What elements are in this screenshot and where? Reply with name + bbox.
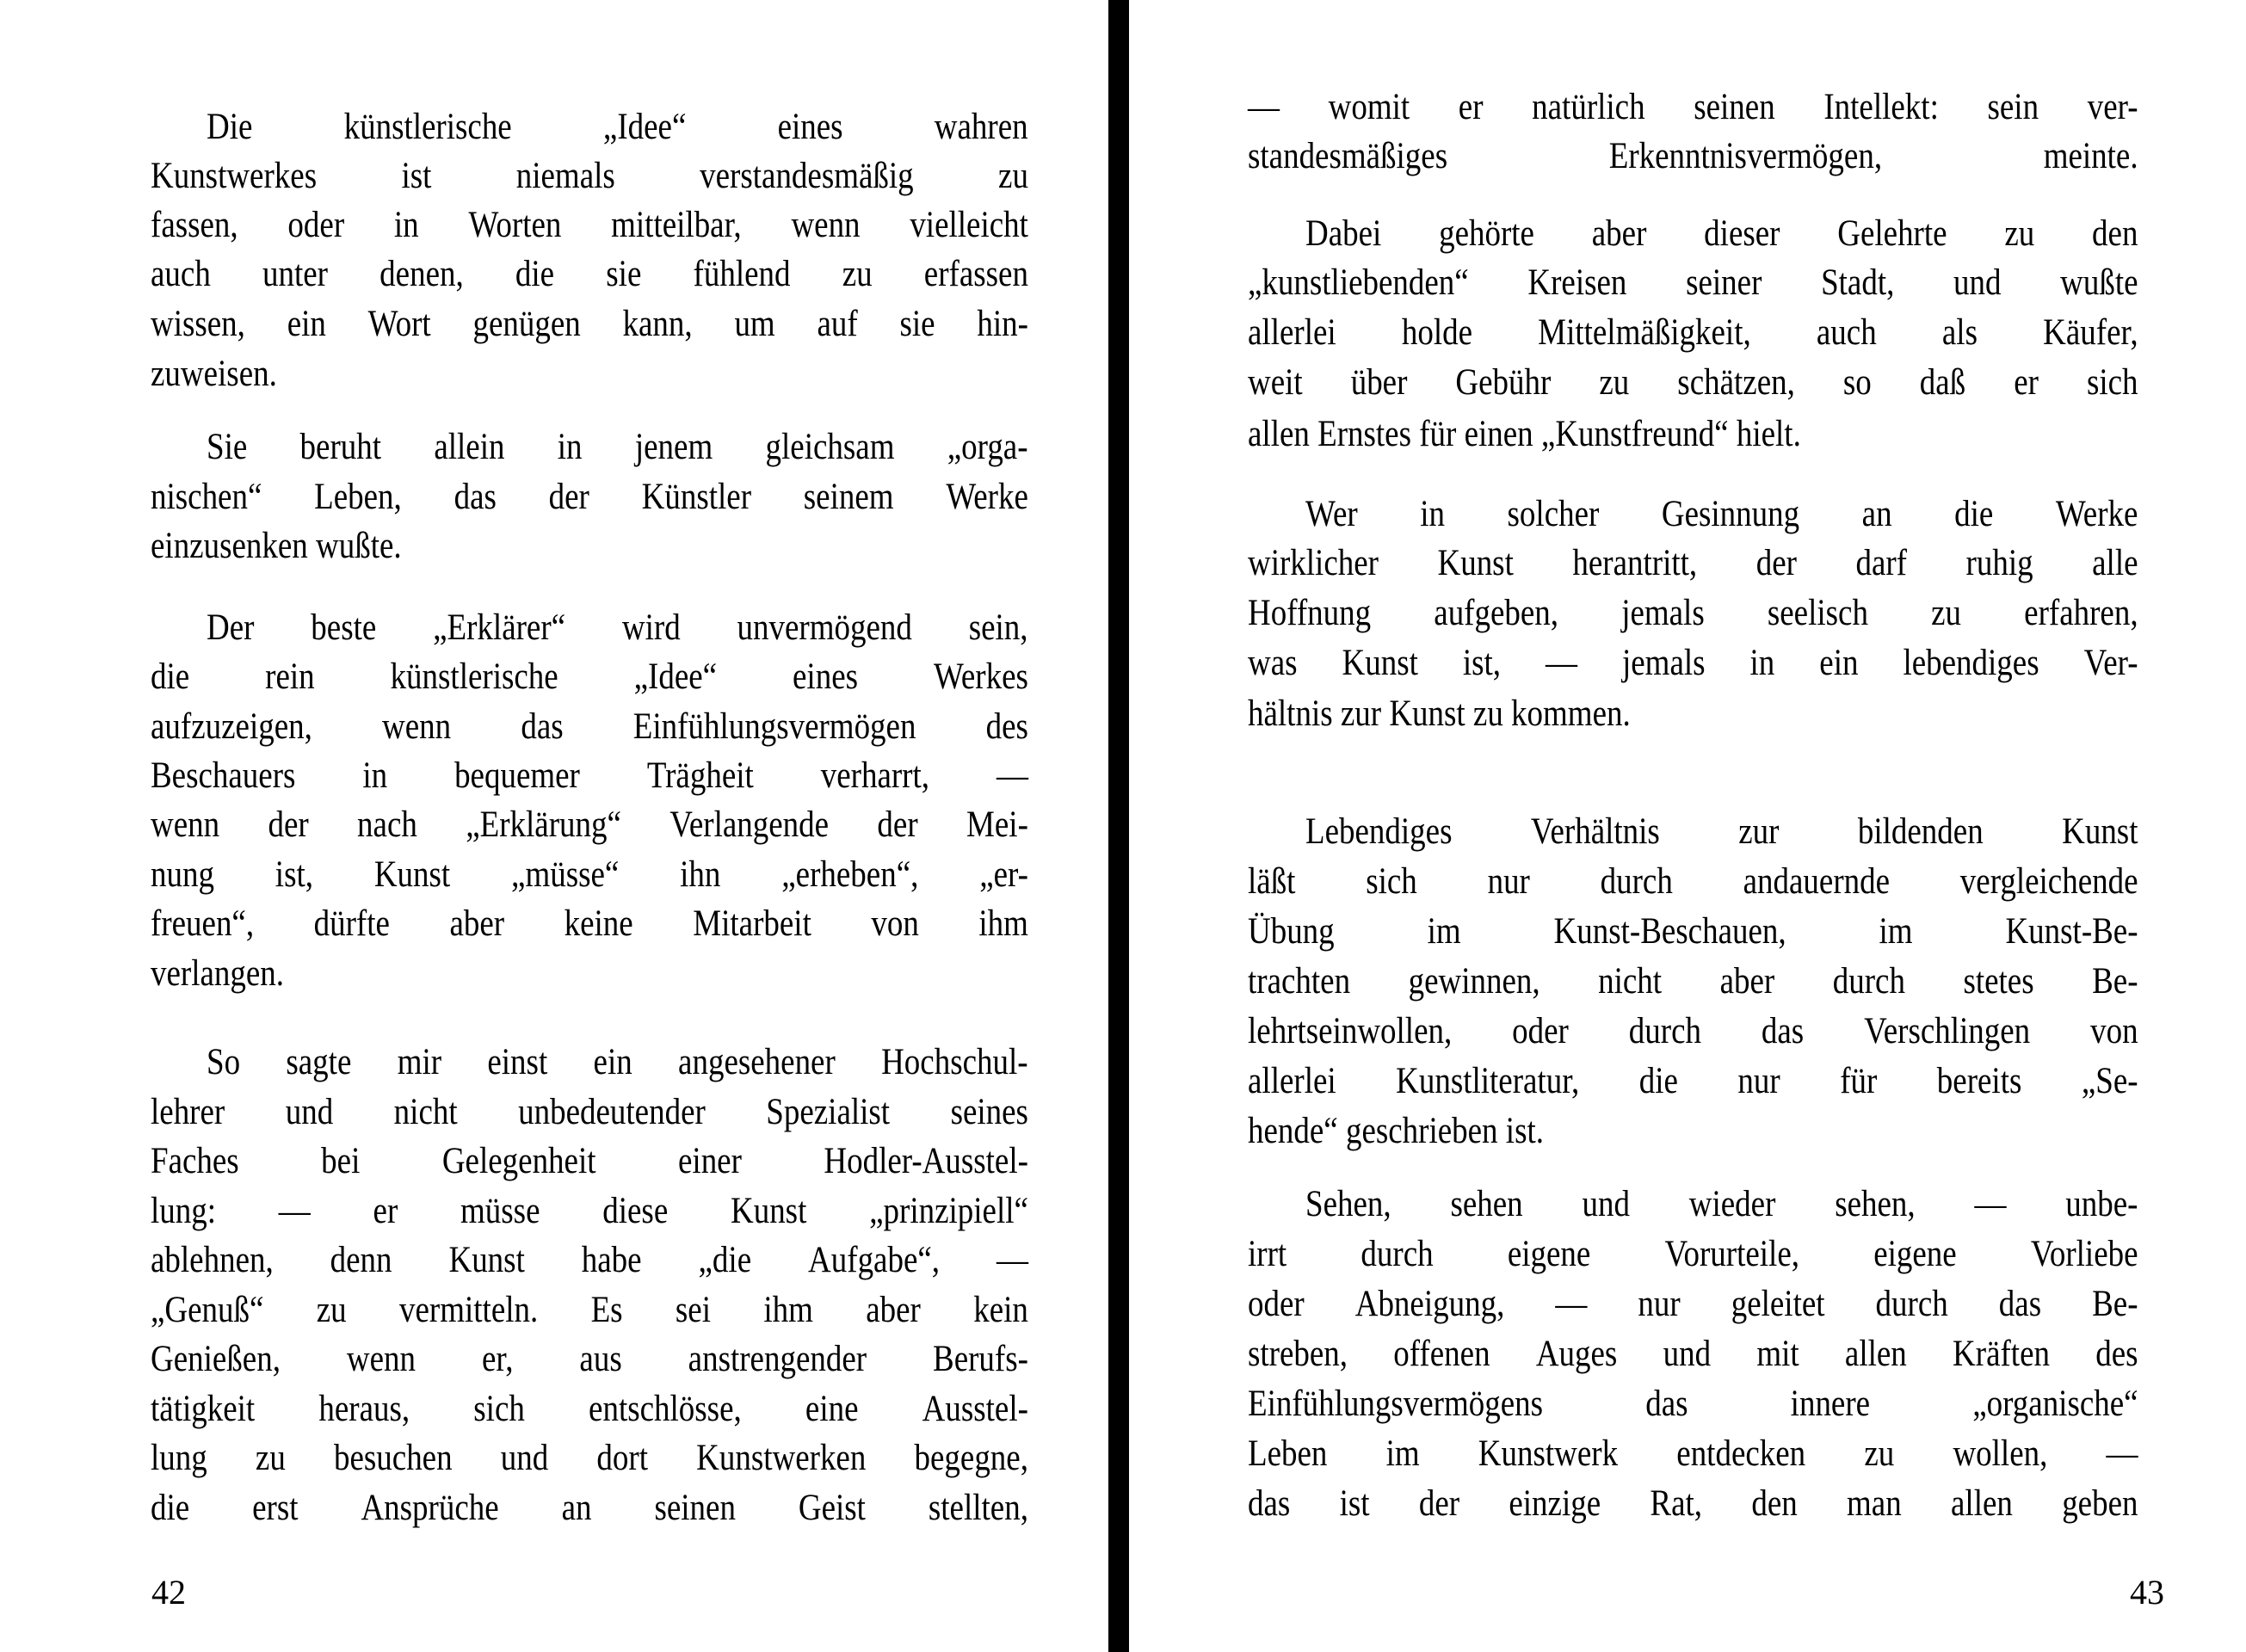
text-line: „kunstliebenden“ Kreisen seiner Stadt, und wußte [1248,262,2138,303]
text-line: Dabei gehörte aber dieser Gelehrte zu den [1305,213,2138,254]
text-line: Faches bei Gelegenheit einer Hodler-Ausstel- [151,1141,1028,1181]
text-line: einzusenken wußte. [151,526,402,566]
text-line: lung zu besuchen und dort Kunstwerken begegne, [151,1438,1028,1478]
text-line: So sagte mir einst ein angesehener Hochschul- [207,1042,1028,1082]
text-line: auch unter denen, die sie fühlend zu erfassen [151,254,1028,294]
text-line: hältnis zur Kunst zu kommen. [1248,693,1631,734]
text-line: standesmäßiges Erkenntnisvermögen, meinte. [1248,136,2138,176]
text-line: was Kunst ist, — jemals in ein lebendiges Ver- [1248,643,2138,683]
text-line: aufzuzeigen, wenn das Einfühlungsvermögen des [151,706,1028,747]
text-line: hende“ geschrieben ist. [1248,1111,1544,1151]
text-line: weit über Gebühr zu schätzen, so daß er sich [1248,362,2138,403]
text-line: streben, offenen Auges und mit allen Kräften des [1248,1334,2138,1374]
text-line: Kunstwerkes ist niemals verstandesmäßig zu [151,156,1028,196]
left-page [0,0,1108,1652]
page-number: 42 [151,1573,186,1612]
book-gutter [1108,0,1129,1652]
text-line: das ist der einzige Rat, den man allen geben [1248,1483,2138,1524]
page-number: 43 [2130,1573,2164,1612]
text-line: Die künstlerische „Idee“ eines wahren [207,107,1028,147]
text-line: wenn der nach „Erklärung“ Verlangende der Mei- [151,804,1028,845]
text-line: lehrtseinwollen, oder durch das Verschlingen von [1248,1011,2138,1051]
text-line: Beschauers in bequemer Trägheit verharrt, — [151,755,1028,796]
text-line: Übung im Kunst-Beschauen, im Kunst-Be- [1248,911,2138,952]
text-line: tätigkeit heraus, sich entschlösse, eine Ausstel- [151,1389,1028,1429]
text-line: nischen“ Leben, das der Künstler seinem Werke [151,477,1028,517]
text-line: läßt sich nur durch andauernde vergleichende [1248,861,2138,902]
text-line: allerlei Kunstliteratur, die nur für bereits „Se- [1248,1061,2138,1101]
text-line: allen Ernstes für einen „Kunstfreund“ hielt. [1248,414,1801,454]
text-line: wirklicher Kunst herantritt, der darf ruhig alle [1248,543,2138,583]
text-line: nung ist, Kunst „müsse“ ihn „erheben“, „er- [151,854,1028,895]
text-line: wissen, ein Wort genügen kann, um auf sie hin- [151,304,1028,344]
text-line: Wer in solcher Gesinnung an die Werke [1305,494,2138,534]
text-line: zuweisen. [151,354,277,394]
text-line: Der beste „Erklärer“ wird unvermögend sein, [207,607,1028,648]
text-line: allerlei holde Mittelmäßigkeit, auch als Käufer, [1248,312,2138,353]
text-line: die erst Ansprüche an seinen Geist stellten, [151,1488,1028,1528]
text-line: irrt durch eigene Vorurteile, eigene Vorliebe [1248,1234,2138,1274]
text-line: Genießen, wenn er, aus anstrengender Berufs- [151,1339,1028,1379]
text-line: verlangen. [151,953,285,994]
text-line: oder Abneigung, — nur geleitet durch das Be- [1248,1284,2138,1324]
text-line: lehrer und nicht unbedeutender Spezialist seines [151,1092,1028,1132]
text-line: trachten gewinnen, nicht aber durch stetes Be- [1248,961,2138,1002]
text-line: Hoffnung aufgeben, jemals seelisch zu erfahren, [1248,593,2138,633]
text-line: Sehen, sehen und wieder sehen, — unbe- [1305,1184,2138,1224]
text-line: Leben im Kunstwerk entdecken zu wollen, — [1248,1433,2138,1474]
text-line: die rein künstlerische „Idee“ eines Werkes [151,656,1028,697]
text-line: lung: — er müsse diese Kunst „prinzipiell“ [151,1191,1028,1231]
text-line: ablehnen, denn Kunst habe „die Aufgabe“, — [151,1240,1028,1280]
text-line: — womit er natürlich seinen Intellekt: sein ver- [1248,87,2138,127]
right-page [1129,0,2246,1652]
text-line: Lebendiges Verhältnis zur bildenden Kunst [1305,811,2138,852]
text-line: fassen, oder in Worten mitteilbar, wenn vielleicht [151,205,1028,245]
text-line: Sie beruht allein in jenem gleichsam „orga- [207,427,1028,467]
text-line: freuen“, dürfte aber keine Mitarbeit von ihm [151,903,1028,944]
text-line: „Genuß“ zu vermitteln. Es sei ihm aber kein [151,1290,1028,1330]
text-line: Einfühlungsvermögens das innere „organische“ [1248,1384,2138,1424]
